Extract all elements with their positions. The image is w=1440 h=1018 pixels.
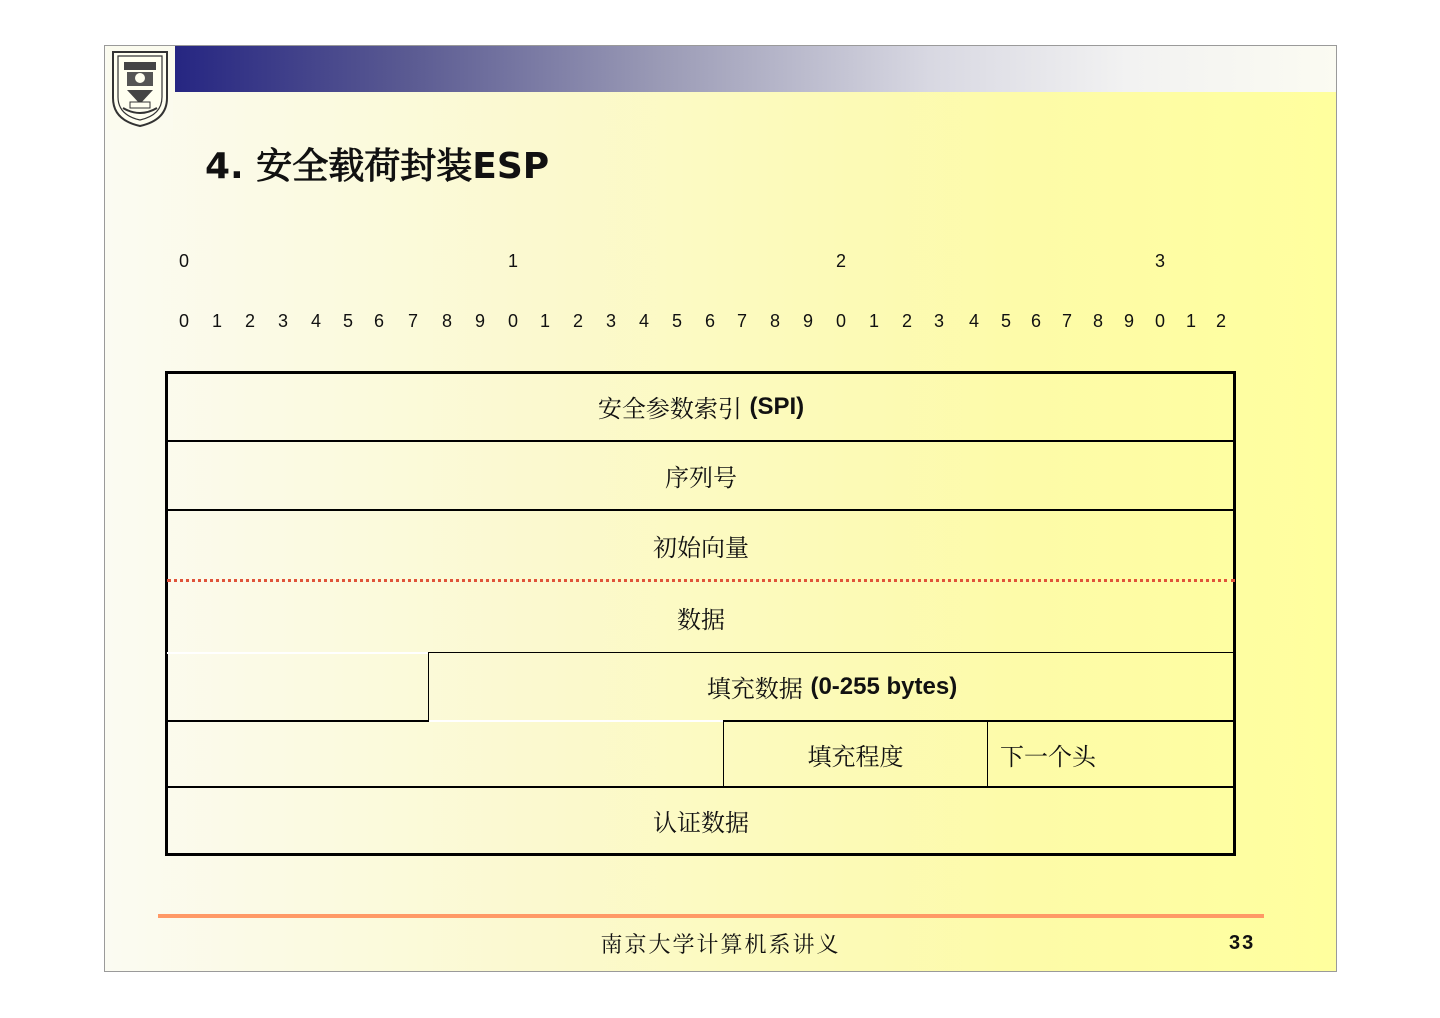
footer-divider [158, 914, 1264, 918]
bit-ruler-unit-label: 1 [211, 311, 222, 331]
dotted-separator [167, 579, 1235, 582]
bit-ruler-unit-label: 0 [178, 311, 189, 331]
title-band [175, 46, 1336, 92]
bit-ruler-unit-label: 0 [507, 311, 518, 331]
field-padding-label: 填充数据 [706, 675, 803, 703]
field-pad-length [724, 722, 987, 786]
bit-ruler-unit-label: 9 [474, 311, 485, 331]
bit-ruler-unit-label: 5 [671, 311, 682, 331]
footer-text: 南京大学计算机系讲义 [600, 933, 841, 958]
row-separator-white [429, 720, 725, 722]
row-separator [167, 720, 429, 722]
field-spi-label: 安全参数索引 [597, 395, 742, 423]
bit-ruler-unit-label: 7 [407, 311, 418, 331]
bit-ruler-unit-label: 6 [373, 311, 384, 331]
field-auth-label: 认证数据 [653, 809, 749, 837]
field-authentication-data [167, 788, 1235, 853]
field-sequence-number-label: 序列号 [665, 464, 737, 492]
bit-ruler-unit-label: 1 [868, 311, 879, 331]
bit-ruler-unit-label: 7 [1061, 311, 1072, 331]
bit-ruler-unit-label: 5 [1000, 311, 1011, 331]
field-initialization-vector [167, 511, 1235, 579]
bit-ruler-unit-label: 2 [901, 311, 912, 331]
bit-ruler-unit-label: 7 [736, 311, 747, 331]
bit-ruler-unit-label: 6 [1030, 311, 1041, 331]
field-next-header [988, 722, 1235, 786]
field-iv-label: 初始向量 [653, 533, 749, 562]
diagram-border-bottom [165, 853, 1236, 856]
field-next-header-label: 下一个头 [1000, 742, 1096, 771]
field-spi [167, 373, 1235, 440]
bit-ruler-unit-label: 0 [1154, 311, 1165, 331]
bit-ruler-unit-label: 1 [1185, 311, 1196, 331]
bit-ruler-unit-label: 4 [638, 311, 649, 331]
bit-ruler-tens-label: 0 [178, 251, 189, 271]
bit-ruler-unit-label: 2 [1215, 311, 1226, 331]
bit-ruler-unit-label: 8 [441, 311, 452, 331]
bit-ruler-unit-label: 2 [572, 311, 583, 331]
slide-title: 4. 安全载荷封装ESP [205, 146, 550, 187]
field-payload-data [167, 583, 1235, 652]
bit-ruler-unit-label: 0 [835, 311, 846, 331]
field-pad-length-label: 填充程度 [807, 742, 904, 771]
bit-ruler-unit-label: 3 [605, 311, 616, 331]
bit-ruler-unit-label: 5 [342, 311, 353, 331]
bit-ruler-tens-label: 3 [1154, 251, 1165, 271]
field-padding [429, 653, 1235, 720]
bit-ruler-unit-label: 8 [769, 311, 780, 331]
field-spi-abbr: (SPI) [749, 392, 805, 420]
bit-ruler-tens-label: 1 [507, 251, 518, 271]
bit-ruler-unit-label: 9 [802, 311, 813, 331]
row-separator-white [167, 652, 429, 654]
bit-ruler-unit-label: 4 [968, 311, 979, 331]
bit-ruler-unit-label: 8 [1092, 311, 1103, 331]
bit-ruler-unit-label: 6 [704, 311, 715, 331]
bit-ruler-tens-label: 2 [835, 251, 846, 271]
bit-ruler-unit-label: 4 [310, 311, 321, 331]
bit-ruler-unit-label: 3 [933, 311, 944, 331]
field-sequence-number [167, 442, 1235, 509]
slide [104, 45, 1337, 972]
field-padding-range: (0-255 bytes) [810, 672, 958, 700]
field-payload-label: 数据 [677, 606, 725, 634]
bit-ruler-unit-label: 2 [244, 311, 255, 331]
bit-ruler-unit-label: 3 [277, 311, 288, 331]
university-logo [107, 46, 173, 130]
page-number: 33 [1229, 932, 1256, 954]
bit-ruler-unit-label: 1 [539, 311, 550, 331]
bit-ruler-unit-label: 9 [1123, 311, 1134, 331]
